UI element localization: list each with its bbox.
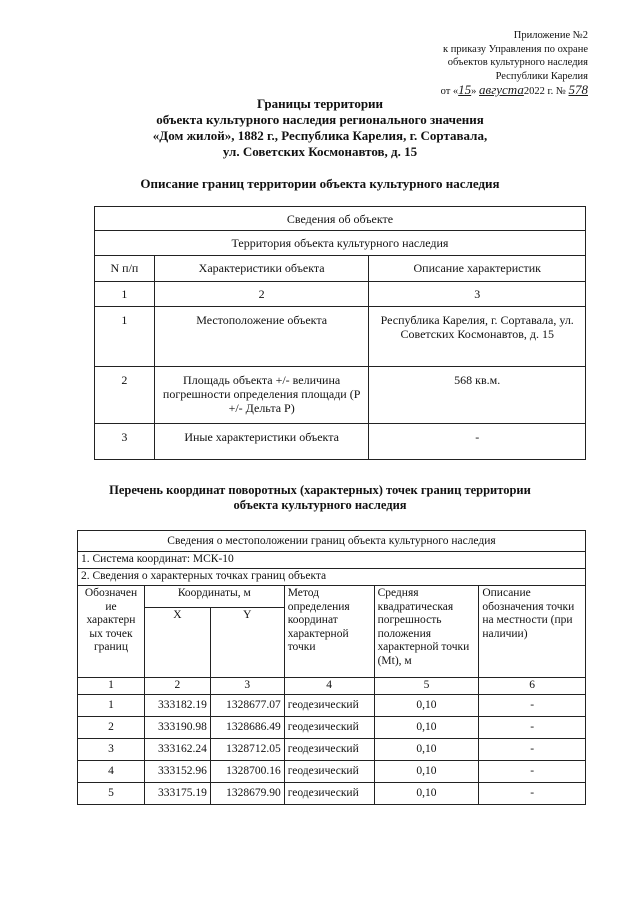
section2-title <box>0 483 640 513</box>
table1-header-1: Сведения об объекте <box>95 207 586 231</box>
row1-char: Местоположение объекта <box>154 307 369 367</box>
point-n: 3 <box>78 739 145 761</box>
col-header-char: Характеристики объекта <box>154 256 369 282</box>
row1-desc: Республика Карелия, г. Сортавала, ул. Советских Космонавтов, д. 15 <box>369 307 586 367</box>
title-line-2: объекта культурного наследия регионального значения <box>156 112 484 127</box>
row2-desc: 568 кв.м. <box>369 367 586 424</box>
appendix-line-2: к приказу Управления по охране <box>443 43 588 55</box>
point-n: 4 <box>78 761 145 783</box>
date-day: 15 <box>458 82 472 97</box>
row2-char: Площадь объекта +/- величина погрешности определения площади (Р +/- Дельта Р) <box>154 367 369 424</box>
table-row <box>78 695 586 717</box>
col-number-3: 3 <box>369 282 586 307</box>
table-row <box>78 783 586 805</box>
col-coords: Координаты, м <box>144 586 284 608</box>
point-mt: 0,10 <box>374 717 479 739</box>
point-y: 1328677.07 <box>210 695 284 717</box>
coordinate-system: 1. Система координат: МСК-10 <box>78 552 586 569</box>
point-method: геодезический <box>284 783 374 805</box>
point-n: 1 <box>78 695 145 717</box>
object-info-table <box>94 206 586 460</box>
point-x: 333190.98 <box>144 717 210 739</box>
table2-header: Сведения о местоположении границ объекта культурного наследия <box>78 531 586 552</box>
t2-col-number-6: 6 <box>479 678 586 695</box>
col-number-2: 2 <box>154 282 369 307</box>
point-mt: 0,10 <box>374 783 479 805</box>
point-desc: - <box>479 695 586 717</box>
point-y: 1328686.49 <box>210 717 284 739</box>
col-desc: Описание обозначения точки на местности (при наличии) <box>479 586 586 678</box>
appendix-block <box>348 29 588 99</box>
t2-col-number-2: 2 <box>144 678 210 695</box>
point-n: 2 <box>78 717 145 739</box>
table-row <box>78 717 586 739</box>
col-y: Y <box>210 608 284 678</box>
col-x: X <box>144 608 210 678</box>
appendix-line-1: Приложение №2 <box>513 30 588 41</box>
points-title: 2. Сведения о характерных точках границ объекта <box>78 569 586 586</box>
date-month: августа <box>479 82 524 97</box>
section1-title: Описание границ территории объекта культурного наследия <box>140 176 500 191</box>
title-line-4: ул. Советских Космонавтов, д. 15 <box>222 144 418 159</box>
date-mid: » <box>471 86 477 97</box>
col-error: Средняя квадратическая погрешность положения характерной точки (Mt), м <box>374 586 479 678</box>
point-y: 1328712.05 <box>210 739 284 761</box>
t2-col-number-3: 3 <box>210 678 284 695</box>
row3-n: 3 <box>95 424 155 460</box>
col-method: Метод определения координат характерной точки <box>284 586 374 678</box>
table-row <box>95 424 586 460</box>
table-row <box>78 739 586 761</box>
row2-n: 2 <box>95 367 155 424</box>
point-x: 333152.96 <box>144 761 210 783</box>
point-y: 1328679.90 <box>210 783 284 805</box>
point-desc: - <box>479 783 586 805</box>
section2-title-line-1: Перечень координат поворотных (характерных) точек границ территории <box>109 483 531 497</box>
section2-title-line-2: объекта культурного наследия <box>233 498 407 512</box>
t2-col-number-4: 4 <box>284 678 374 695</box>
col-point: Обозначен ие характерн ых точек границ <box>78 586 145 678</box>
table-row <box>95 367 586 424</box>
point-mt: 0,10 <box>374 739 479 761</box>
point-x: 333175.19 <box>144 783 210 805</box>
t2-col-number-1: 1 <box>78 678 145 695</box>
title-line-1: Границы территории <box>256 96 384 111</box>
date-year: 2022 г. № <box>523 86 566 97</box>
col-header-n: N п/п <box>95 256 155 282</box>
point-mt: 0,10 <box>374 761 479 783</box>
table1-header-2: Территория объекта культурного наследия <box>95 231 586 256</box>
appendix-line-4: Республики Карелия <box>495 70 588 82</box>
order-number: 578 <box>568 82 588 97</box>
point-x: 333182.19 <box>144 695 210 717</box>
point-method: геодезический <box>284 717 374 739</box>
row3-char: Иные характеристики объекта <box>154 424 369 460</box>
col-number-1: 1 <box>95 282 155 307</box>
date-prefix: от « <box>440 86 459 97</box>
point-desc: - <box>479 761 586 783</box>
point-method: геодезический <box>284 695 374 717</box>
table-row <box>95 307 586 367</box>
point-method: геодезический <box>284 761 374 783</box>
row3-desc: - <box>369 424 586 460</box>
point-method: геодезический <box>284 739 374 761</box>
title-line-3: «Дом жилой», 1882 г., Республика Карелия, г. Сортавала, <box>152 128 488 143</box>
appendix-line-3: объектов культурного наследия <box>447 57 588 68</box>
point-desc: - <box>479 717 586 739</box>
point-n: 5 <box>78 783 145 805</box>
t2-col-number-5: 5 <box>374 678 479 695</box>
point-x: 333162.24 <box>144 739 210 761</box>
point-desc: - <box>479 739 586 761</box>
row1-n: 1 <box>95 307 155 367</box>
coordinates-table <box>77 530 586 805</box>
col-header-desc: Описание характеристик <box>369 256 586 282</box>
point-mt: 0,10 <box>374 695 479 717</box>
document-title <box>0 96 640 160</box>
point-y: 1328700.16 <box>210 761 284 783</box>
table-row <box>78 761 586 783</box>
